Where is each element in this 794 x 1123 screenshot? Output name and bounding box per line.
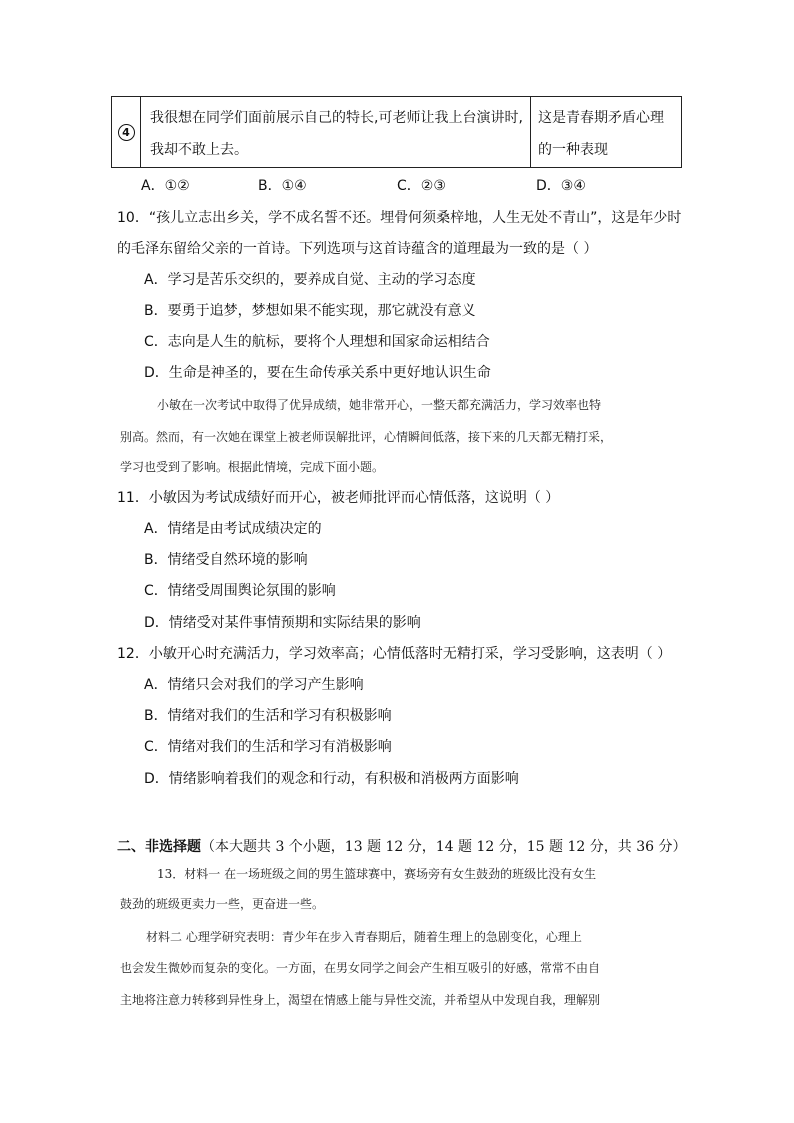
- q12-option-d: D．情绪影响着我们的观念和行动，有积极和消极两方面影响: [144, 771, 519, 787]
- section2-title: 二、非选择题: [117, 839, 201, 855]
- passage-line3: 学习也受到了影响。根据此情境，完成下面小题。: [120, 460, 385, 474]
- q9-option-a: A．①②: [141, 178, 190, 194]
- q9-option-b: B．①④: [258, 178, 307, 194]
- q11-stem: 11．小敏因为考试成绩好而开心，被老师批评而心情低落，这说明（ ）: [117, 490, 560, 506]
- table-note-line1: 这是青春期矛盾心理: [538, 110, 664, 126]
- q9-option-d: D．③④: [536, 178, 586, 194]
- q10-stem-line1: 10．“孩儿立志出乡关，学不成名誓不还。埋骨何须桑梓地，人生无处不青山”，这是年少时: [117, 210, 682, 226]
- q10-stem-line2: 的毛泽东留给父亲的一首诗。下列选项与这首诗蕴含的道理最为一致的是（ ）: [117, 241, 598, 257]
- section2-heading: [117, 837, 686, 857]
- q12-option-a: A．情绪只会对我们的学习产生影响: [144, 677, 364, 693]
- table-content-line1: 我很想在同学们面前展示自己的特长,可老师让我上台演讲时,: [150, 110, 523, 126]
- passage-line1: 小敏在一次考试中取得了优异成绩，她非常开心，一整天都充满活力，学习效率也特: [157, 398, 602, 412]
- section2-note: （本大题共 3 个小题，13 题 12 分，14 题 12 分，15 题 12 分，共 36 分）: [201, 839, 687, 855]
- q11-option-d: D．情绪受对某件事情预期和实际结果的影响: [144, 615, 421, 631]
- q13-material2-line1: 材料二 心理学研究表明：青少年在步入青春期后，随着生理上的急剧变化，心理上: [146, 930, 582, 944]
- q10-option-a: A．学习是苦乐交织的，要养成自觉、主动的学习态度: [144, 272, 476, 288]
- q13-material1-line2: 鼓劲的班级更卖力一些，更奋进一些。: [120, 897, 325, 911]
- q10-option-c: C．志向是人生的航标，要将个人理想和国家命运相结合: [144, 334, 490, 350]
- q10-option-b: B．要勇于追梦，梦想如果不能实现，那它就没有意义: [144, 303, 476, 319]
- q11-option-a: A．情绪是由考试成绩决定的: [144, 521, 322, 537]
- q12-option-b: B．情绪对我们的生活和学习有积极影响: [144, 708, 392, 724]
- q13-material2-line3: 主地将注意力转移到异性身上，渴望在情感上能与异性交流，并希望从中发现自我，理解别: [120, 993, 601, 1007]
- circled-number-4: 4: [118, 124, 135, 141]
- q13-material2-line2: 也会发生微妙而复杂的变化。一方面，在男女同学之间会产生相互吸引的好感，常常不由自: [120, 961, 601, 975]
- table-row-number: [112, 97, 140, 167]
- passage-line2: 别高。然而，有一次她在课堂上被老师误解批评，心情瞬间低落，接下来的几天都无精打采，: [120, 430, 613, 444]
- q12-stem: 12．小敏开心时充满活力，学习效率高；心情低落时无精打采，学习受影响，这表明（ ）: [117, 646, 672, 662]
- q10-option-d: D．生命是神圣的，要在生命传承关系中更好地认识生命: [144, 365, 491, 381]
- q11-option-b: B．情绪受自然环境的影响: [144, 552, 308, 568]
- table-content-line2: 我却不敢上去。: [150, 142, 248, 158]
- q11-option-c: C．情绪受周围舆论氛围的影响: [144, 583, 336, 599]
- q13-material1-line1: 13．材料一 在一场班级之间的男生篮球赛中，赛场旁有女生鼓劲的班级比没有女生: [157, 867, 597, 881]
- q9-option-c: C．②③: [397, 178, 446, 194]
- table-note-line2: 的一种表现: [538, 142, 608, 158]
- table-divider: [530, 97, 531, 167]
- answer-table: [111, 96, 682, 168]
- table-divider: [140, 97, 141, 167]
- q12-option-c: C．情绪对我们的生活和学习有消极影响: [144, 739, 392, 755]
